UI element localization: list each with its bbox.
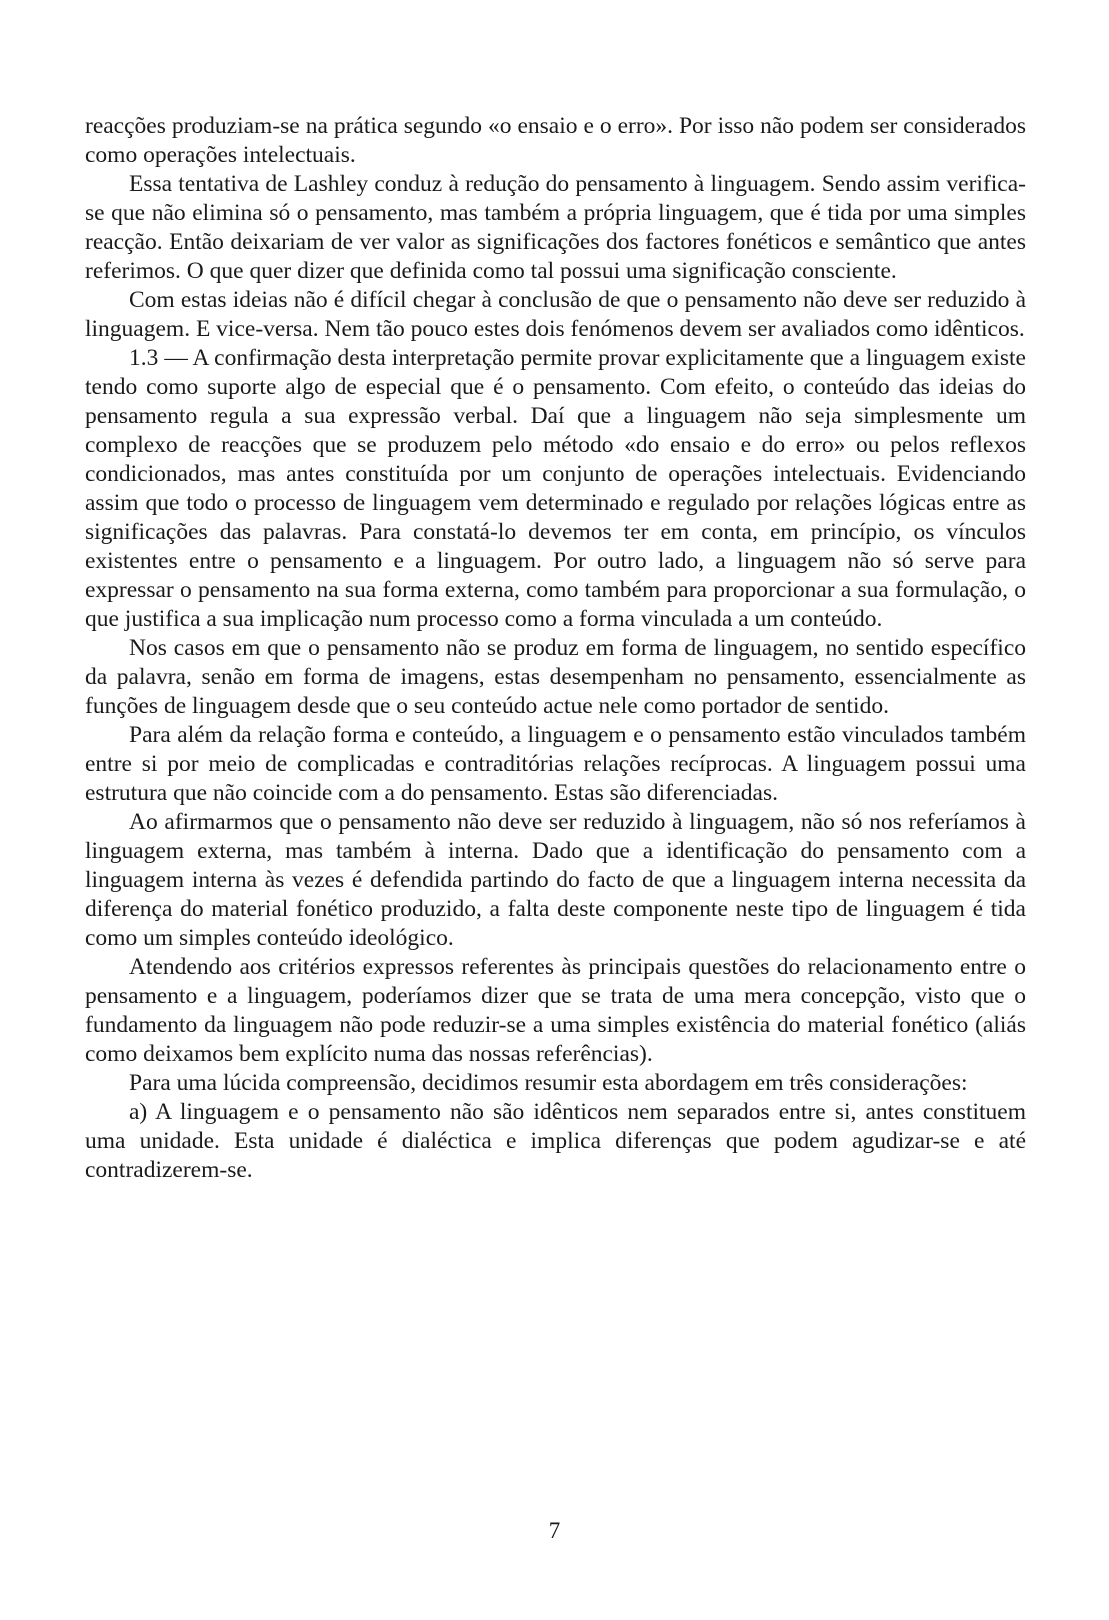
paragraph-internal-language: Ao afirmarmos que o pensamento não deve ser reduzido à linguagem, não só nos referíamos à linguagem externa, mas também à interna. Dado que a identificação do pensamento com a linguagem interna às vezes é defendida partindo do facto de que a linguagem interna necessita da diferença do material fonético produzido, a falta deste componente neste tipo de linguagem é tida como um simples conteúdo ideológico. bbox=[85, 809, 1026, 951]
paragraph-criteria: Atendendo aos critérios expressos referentes às principais questões do relacionamento entre o pensamento e a linguagem, poderíamos dizer que se trata de uma mera concepção, visto que o fundamento da linguagem não pode reduzir-se a uma simples existência do material fonético (aliás como deixamos bem explícito numa das nossas referências). bbox=[85, 954, 1026, 1067]
paragraph-section-1-3: 1.3 — A confirmação desta interpretação permite provar explicitamente que a linguagem existe tendo como suporte algo de especial que é o pensamento. Com efeito, o conteúdo das ideias do pensamento regula a sua expressão verbal. Daí que a linguagem não seja simplesmente um complexo de reacções que se produzem pelo método «do ensaio e do erro» ou pelos reflexos condicionados, mas antes constituída por um conjunto de operações intelectuais. Evidenciando assim que todo o processo de linguagem vem determinado e regulado por relações lógicas entre as significações das palavras. Para constatá-lo devemos ter em conta, em princípio, os vínculos existentes entre o pensamento e a linguagem. Por outro lado, a linguagem não só serve para expressar o pensamento na sua forma externa, como também para proporcionar a sua formulação, o que justifica a sua implicação num processo como a forma vinculada a um conteúdo. bbox=[85, 345, 1026, 632]
paragraph-form-content: Para além da relação forma e conteúdo, a linguagem e o pensamento estão vinculados também entre si por meio de complicadas e contraditórias relações recíprocas. A linguagem possui uma estrutura que não coincide com a do pensamento. Estas são diferenciadas. bbox=[85, 722, 1026, 806]
page-number: 7 bbox=[548, 1518, 561, 1543]
paragraph-images: Nos casos em que o pensamento não se produz em forma de linguagem, no sentido específico da palavra, senão em forma de imagens, estas desempenham no pensamento, essencialmente as funções de linguagem desde que o seu conteúdo actue nele como portador de sentido. bbox=[85, 635, 1026, 719]
paragraph-item-a: a) A linguagem e o pensamento não são idênticos nem separados entre si, antes constituem uma unidade. Esta unidade é dialéctica e implica diferenças que podem agudizar-se e até contradizerem-se. bbox=[85, 1099, 1026, 1183]
paragraph-continuation: reacções produziam-se na prática segundo «o ensaio e o erro». Por isso não podem ser considerados como operações intelectuais. bbox=[85, 113, 1026, 168]
paragraph-conclusion: Com estas ideias não é difícil chegar à conclusão de que o pensamento não deve ser reduzido à linguagem. E vice-versa. Nem tão pouco estes dois fenómenos devem ser avaliados como idênticos. bbox=[85, 287, 1026, 342]
paragraph-considerations: Para uma lúcida compreensão, decidimos resumir esta abordagem em três considerações: bbox=[129, 1070, 968, 1096]
page-body bbox=[85, 112, 1026, 1185]
paragraph-lashley: Essa tentativa de Lashley conduz à redução do pensamento à linguagem. Sendo assim verifica-se que não elimina só o pensamento, mas também a própria linguagem, que é tida por uma simples reacção. Então deixariam de ver valor as significações dos factores fonéticos e semântico que antes referimos. O que quer dizer que definida como tal possui uma significação consciente. bbox=[85, 171, 1026, 284]
